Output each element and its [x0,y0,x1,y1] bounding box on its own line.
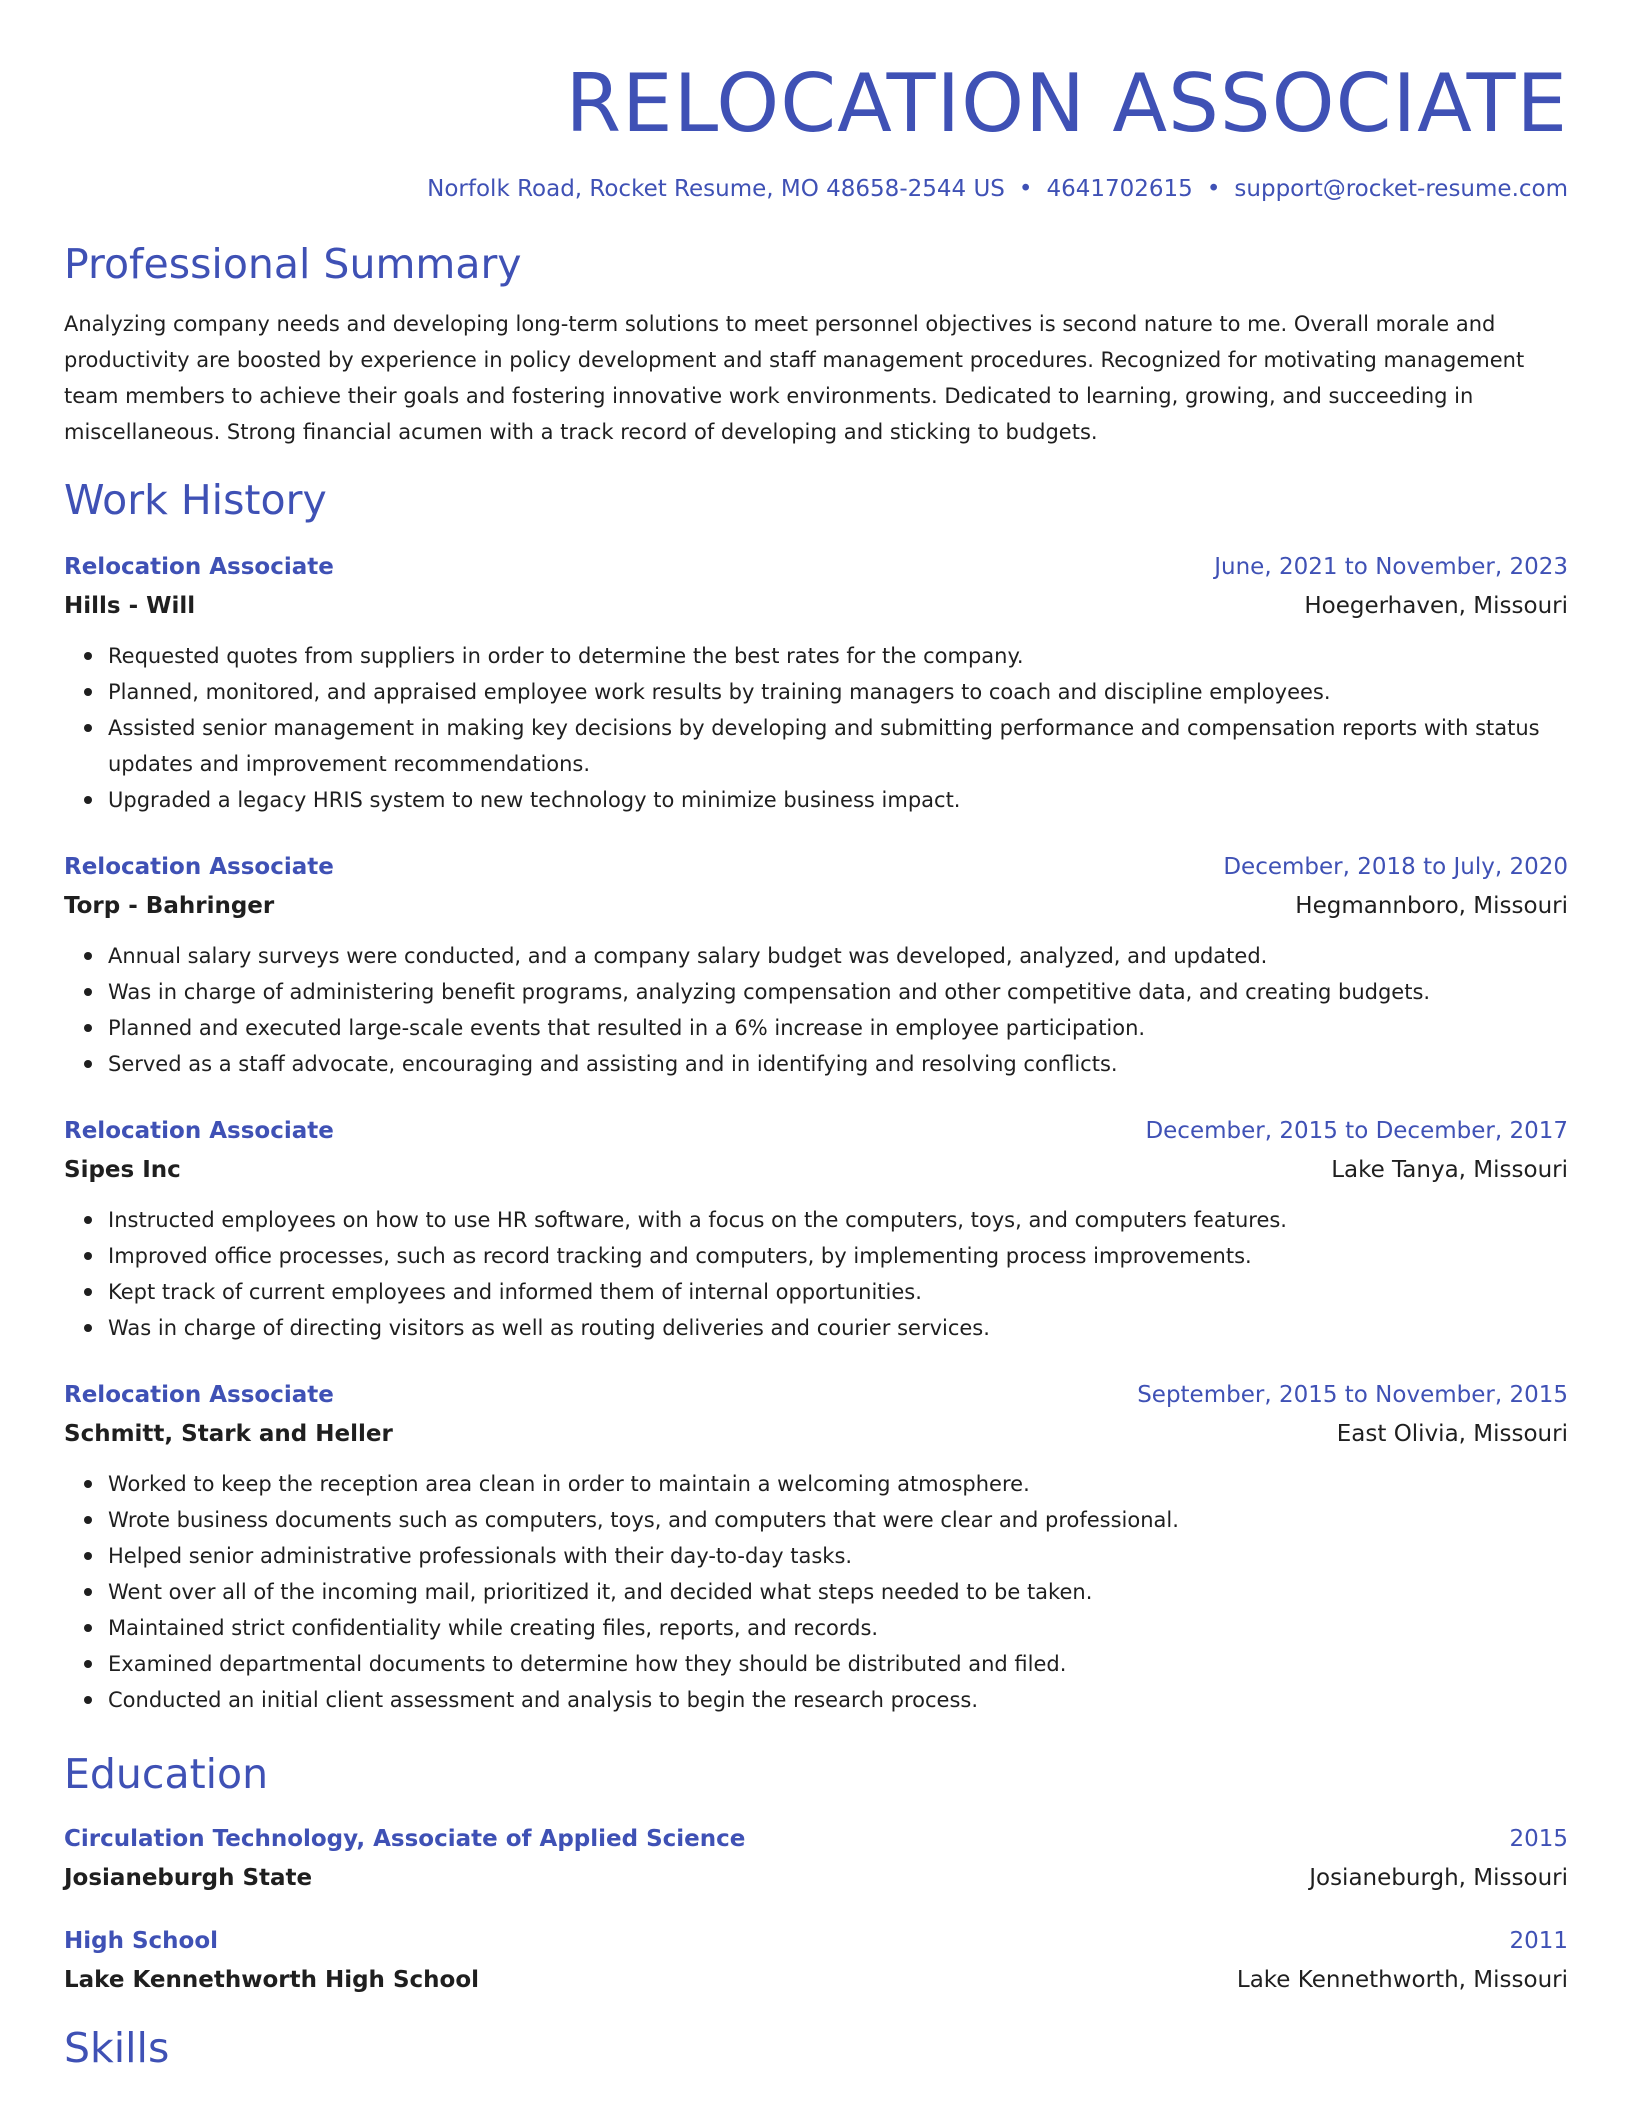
summary-heading: Professional Summary [64,240,522,288]
job-bullet: Worked to keep the reception area clean in order to maintain a welcoming atmosphere. [108,1466,1568,1502]
education-header [64,1820,1568,1858]
job-location: Lake Tanya, Missouri [1331,1157,1568,1183]
education-entry [64,1820,1568,1898]
job-bullet: Helped senior administrative professionals with their day-to-day tasks. [108,1538,1568,1574]
job-entry [64,548,1568,818]
job-subheader [64,886,1568,926]
summary-text: Analyzing company needs and developing long-term solutions to meet personnel objectives is second nature to me. Overall morale and productivity are boosted by experience in policy development and staff management procedures. Recognized for motivating management team members to achieve their goals and fostering innovative work environments. Dedicated to learning, growing, and succeeding in miscellaneous. Strong financial acumen with a track record of developing and sticking to budgets. [64,312,1525,444]
job-bullet: Kept track of current employees and informed them of internal opportunities. [108,1274,1568,1310]
education-location: Lake Kennethworth, Missouri [1236,1967,1568,1993]
job-bullet: Planned, monitored, and appraised employee work results by training managers to coach and discipline employees. [108,674,1568,710]
job-bullet: Conducted an initial client assessment and analysis to begin the research process. [108,1682,1568,1718]
job-bullets [64,938,1568,1082]
education-entry [64,1922,1568,2000]
job-entry [64,1112,1568,1346]
contact-separator: • [1018,176,1033,202]
job-company: Sipes Inc [64,1157,181,1183]
job-header [64,548,1568,586]
contact-email: support@rocket-resume.com [1234,176,1568,202]
education-subheader [64,1960,1568,2000]
job-location: Hoegerhaven, Missouri [1304,593,1568,619]
education-location: Josianeburgh, Missouri [1309,1865,1568,1891]
contact-separator: • [1206,176,1221,202]
job-subheader [64,586,1568,626]
contact-address: Norfolk Road, Rocket Resume, MO 48658-2544 US [427,176,1005,202]
job-company: Schmitt, Stark and Heller [64,1421,393,1447]
job-dates: June, 2021 to November, 2023 [1214,554,1568,580]
job-dates: December, 2015 to December, 2017 [1145,1118,1568,1144]
job-bullet: Instructed employees on how to use HR software, with a focus on the computers, toys, and computers features. [108,1202,1568,1238]
job-entry [64,848,1568,1082]
education-year: 2015 [1509,1826,1568,1852]
job-header [64,1376,1568,1414]
education-school: Josianeburgh State [64,1865,313,1891]
job-company: Torp - Bahringer [64,893,275,919]
job-bullet: Examined departmental documents to determine how they should be distributed and filed. [108,1646,1568,1682]
skills-heading: Skills [64,2024,170,2072]
resume-page [64,0,1568,2074]
job-bullet: Went over all of the incoming mail, prioritized it, and decided what steps needed to be taken. [108,1574,1568,1610]
job-bullets [64,1202,1568,1346]
job-role: Relocation Associate [64,854,334,880]
resume-title: RELOCATION ASSOCIATE [565,57,1568,150]
job-role: Relocation Associate [64,554,334,580]
job-subheader [64,1150,1568,1190]
education-header [64,1922,1568,1960]
job-bullet: Was in charge of administering benefit programs, analyzing compensation and other competitive data, and creating budgets. [108,974,1568,1010]
job-bullet: Improved office processes, such as record tracking and computers, by implementing process improvements. [108,1238,1568,1274]
job-bullet: Assisted senior management in making key decisions by developing and submitting performance and compensation reports with status updates and improvement recommendations. [108,710,1568,782]
job-bullet: Upgraded a legacy HRIS system to new technology to minimize business impact. [108,782,1568,818]
work-history-heading: Work History [64,476,327,524]
job-subheader [64,1414,1568,1454]
job-location: East Olivia, Missouri [1336,1421,1568,1447]
education-school: Lake Kennethworth High School [64,1967,479,1993]
education-degree: Circulation Technology, Associate of Applied Science [64,1826,746,1852]
job-dates: September, 2015 to November, 2015 [1137,1382,1568,1408]
education-subheader [64,1858,1568,1898]
job-bullet: Planned and executed large-scale events that resulted in a 6% increase in employee participation. [108,1010,1568,1046]
contact-line [64,172,1568,206]
job-dates: December, 2018 to July, 2020 [1223,854,1568,880]
job-bullet: Was in charge of directing visitors as well as routing deliveries and courier services. [108,1310,1568,1346]
job-bullets [64,638,1568,818]
job-company: Hills - Will [64,593,196,619]
job-entry [64,1376,1568,1718]
job-location: Hegmannboro, Missouri [1295,893,1568,919]
job-bullet: Requested quotes from suppliers in order to determine the best rates for the company. [108,638,1568,674]
education-degree: High School [64,1928,219,1954]
job-role: Relocation Associate [64,1118,334,1144]
job-bullet: Maintained strict confidentiality while creating files, reports, and records. [108,1610,1568,1646]
job-bullets [64,1466,1568,1718]
job-header [64,1112,1568,1150]
job-role: Relocation Associate [64,1382,334,1408]
job-bullet: Annual salary surveys were conducted, and a company salary budget was developed, analyzed, and updated. [108,938,1568,974]
job-bullet: Served as a staff advocate, encouraging and assisting and in identifying and resolving conflicts. [108,1046,1568,1082]
contact-phone: 4641702615 [1046,176,1193,202]
job-bullet: Wrote business documents such as computers, toys, and computers that were clear and professional. [108,1502,1568,1538]
education-heading: Education [64,1750,269,1798]
education-year: 2011 [1509,1928,1568,1954]
job-header [64,848,1568,886]
